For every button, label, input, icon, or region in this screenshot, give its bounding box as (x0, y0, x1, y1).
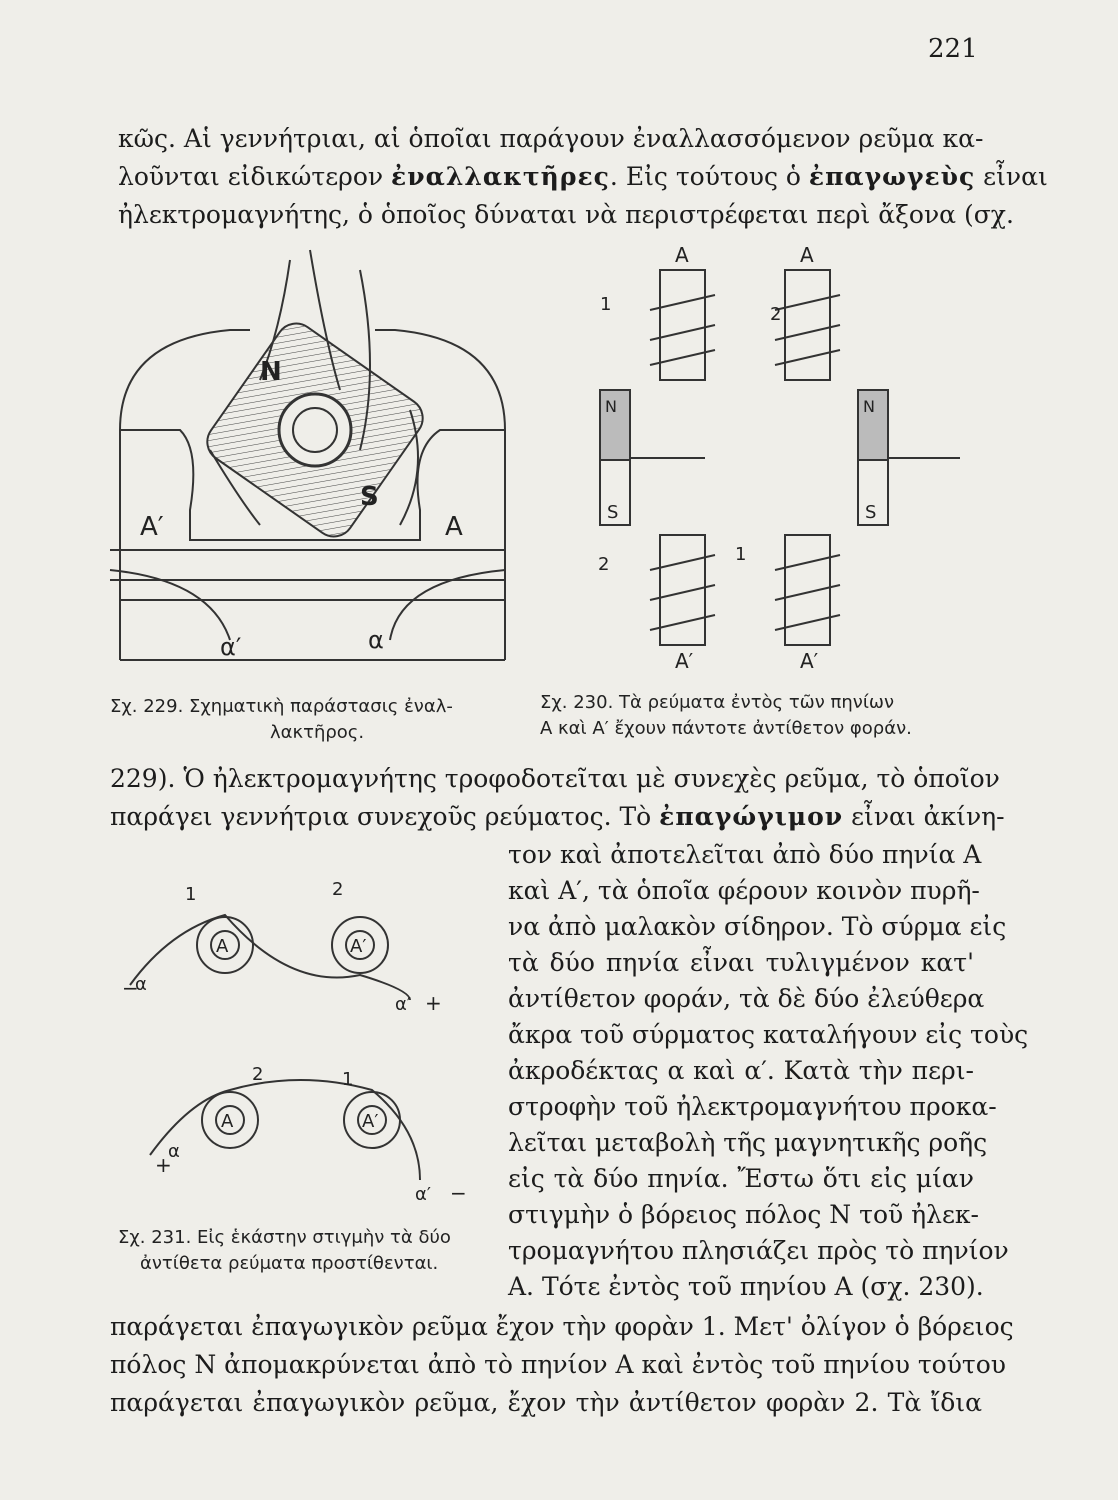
south-label: S (607, 502, 619, 523)
coil-a-label: A (675, 243, 689, 267)
text-line: τον καὶ ἀποτελεῖται ἀπὸ δύο πηνία A (508, 840, 982, 869)
text-span: εἶναι (975, 162, 1048, 191)
terminal-a-label: α (135, 974, 147, 995)
text-line: παράγεται ἐπαγωγικὸν ρεῦμα ἔχον τὴν φορὰν 1. Μετ' ὀλίγον ὁ βόρειος (110, 1312, 1014, 1341)
terminal-a-label: α (168, 1141, 180, 1162)
plus-sign: + (425, 991, 442, 1015)
text-span: 229). Ὁ ἠλεκτρομαγνήτης τροφοδοτεῖται μὲ συνεχὲς ρεῦμα, τὸ ὁποῖον (110, 764, 1000, 793)
bold-term-inductor: ἐπαγωγεὺς (808, 162, 976, 191)
page-number: 221 (928, 34, 978, 64)
north-label: N (863, 397, 875, 416)
coil-a-label: A (216, 936, 229, 957)
text-line (118, 200, 1014, 230)
terminal-a-prime-label: α′ (415, 1184, 431, 1205)
south-label: S (865, 502, 877, 523)
current-1-label: 1 (600, 294, 612, 315)
text-line: τρομαγνήτου πλησιάζει πρὸς τὸ πηνίον (508, 1236, 1009, 1265)
figure-231-circuit (110, 870, 480, 1210)
text-line (110, 802, 1005, 832)
coil-a-prime-label: A′ (350, 936, 367, 957)
current-1-label: 1 (342, 1069, 354, 1090)
text-span: . Εἰς τούτους ὁ (609, 162, 809, 191)
text-line: ἀντίθετον φοράν, τὰ δὲ δύο ἐλεύθερα (508, 984, 985, 1013)
text-line: A. Τότε ἐντὸς τοῦ πηνίου A (σχ. 230). (508, 1272, 984, 1301)
text-line: ἄκρα τοῦ σύρματος καταλήγουν εἰς τοὺς (508, 1020, 1029, 1049)
terminal-a-prime-label: α′ (395, 994, 411, 1015)
terminal-left-label: α′ (220, 633, 242, 661)
circuit-wire-bottom (150, 1080, 420, 1180)
text-line: να ἀπὸ μαλακὸν σίδηρον. Τὸ σύρμα εἰς (508, 912, 1007, 941)
text-line (118, 124, 984, 154)
text-line: καὶ A′, τὰ ὁποῖα φέρουν κοινὸν πυρῆ- (508, 876, 980, 905)
text-span: ἠλεκτρομαγνήτης, ὁ ὁποῖος δύναται νὰ περιστρέφεται περὶ ἄξονα (σχ. (118, 200, 1014, 229)
figure-229-alternator (110, 250, 520, 670)
caption-line: λακτῆρος. (270, 722, 365, 743)
bold-term-alternators: ἐναλλακτῆρες (391, 162, 610, 191)
north-label: N (605, 397, 617, 416)
text-span: παράγει γεννήτρια συνεχοῦς ρεύματος. Τὸ (110, 802, 660, 831)
current-2-label: 2 (332, 879, 344, 900)
text-line: στροφὴν τοῦ ἠλεκτρομαγνήτου προκα- (508, 1092, 997, 1121)
text-span: κῶς. Αἱ γεννήτριαι, αἱ ὁποῖαι παράγουν ἐναλλασσόμενον ρεῦμα κα- (118, 124, 984, 153)
terminal-right-label: α (368, 626, 384, 654)
current-2-label: 2 (770, 304, 782, 325)
current-1-label: 1 (735, 544, 747, 565)
plus-sign: + (155, 1153, 172, 1177)
text-line: τὰ δύο πηνία εἶναι τυλιγμένον κατ' (508, 948, 974, 977)
text-span: εἶναι ἀκίνη- (843, 802, 1005, 831)
coil-a-label: A (221, 1111, 234, 1132)
caption-line: A καὶ A′ ἔχουν πάντοτε ἀντίθετον φοράν. (540, 718, 912, 739)
current-2-label: 2 (598, 554, 610, 575)
text-span: λοῦνται εἰδικώτερον (118, 162, 392, 191)
caption-line: Σχ. 230. Τὰ ρεύματα ἐντὸς τῶν πηνίων (540, 692, 895, 713)
coil-left-label: A′ (140, 512, 164, 542)
coil-a-top-left (660, 270, 705, 380)
north-pole-label: N (260, 357, 282, 387)
stator-outline-left (120, 330, 250, 660)
coil-a-prime-bottom-right (785, 535, 830, 645)
stator-outline-right (375, 330, 505, 660)
text-line: ἀκροδέκτας α καὶ α′. Κατὰ τὴν περι- (508, 1056, 974, 1085)
text-line: πόλος N ἀπομακρύνεται ἀπὸ τὸ πηνίον A καὶ ἐντὸς τοῦ πηνίου τούτου (110, 1350, 1007, 1379)
rotor-shaft (279, 394, 351, 466)
minus-sign: − (450, 1181, 467, 1205)
caption-line: ἀντίθετα ρεύματα προστίθενται. (140, 1253, 439, 1274)
text-line (110, 764, 1000, 794)
coil-a-top-right (785, 270, 830, 380)
caption-line: Σχ. 231. Εἰς ἑκάστην στιγμὴν τὰ δύο (118, 1227, 451, 1248)
text-line: εἰς τὰ δύο πηνία. Ἔστω ὅτι εἰς μίαν (508, 1164, 974, 1193)
coil-a-prime-label: A′ (800, 649, 819, 673)
text-line: στιγμὴν ὁ βόρειος πόλος N τοῦ ἠλεκ- (508, 1200, 979, 1229)
text-line: λεῖται μεταβολὴ τῆς μαγνητικῆς ροῆς (508, 1128, 988, 1157)
coil-a-label: A (800, 243, 814, 267)
coil-a-prime-label: A′ (675, 649, 694, 673)
coil-a-prime-bottom-left (660, 535, 705, 645)
coil-right-label: A (445, 512, 463, 542)
bold-term-induced: ἐπαγώγιμον (659, 802, 844, 831)
current-2-label: 2 (252, 1064, 264, 1085)
caption-line: Σχ. 229. Σχηματικὴ παράστασις ἐναλ- (110, 696, 453, 717)
minus-sign: − (122, 976, 139, 1000)
text-line: παράγεται ἐπαγωγικὸν ρεῦμα, ἔχον τὴν ἀντίθετον φορὰν 2. Τὰ ἴδια (110, 1388, 982, 1417)
figure-230-coil-currents (580, 240, 980, 673)
figure-230-caption (540, 690, 980, 742)
current-1-label: 1 (185, 884, 197, 905)
south-pole-label: S (360, 482, 379, 512)
figure-231-caption (118, 1225, 451, 1277)
text-line (118, 162, 1048, 192)
coil-a-prime-label: A′ (362, 1111, 379, 1132)
figure-229-caption (110, 694, 453, 746)
